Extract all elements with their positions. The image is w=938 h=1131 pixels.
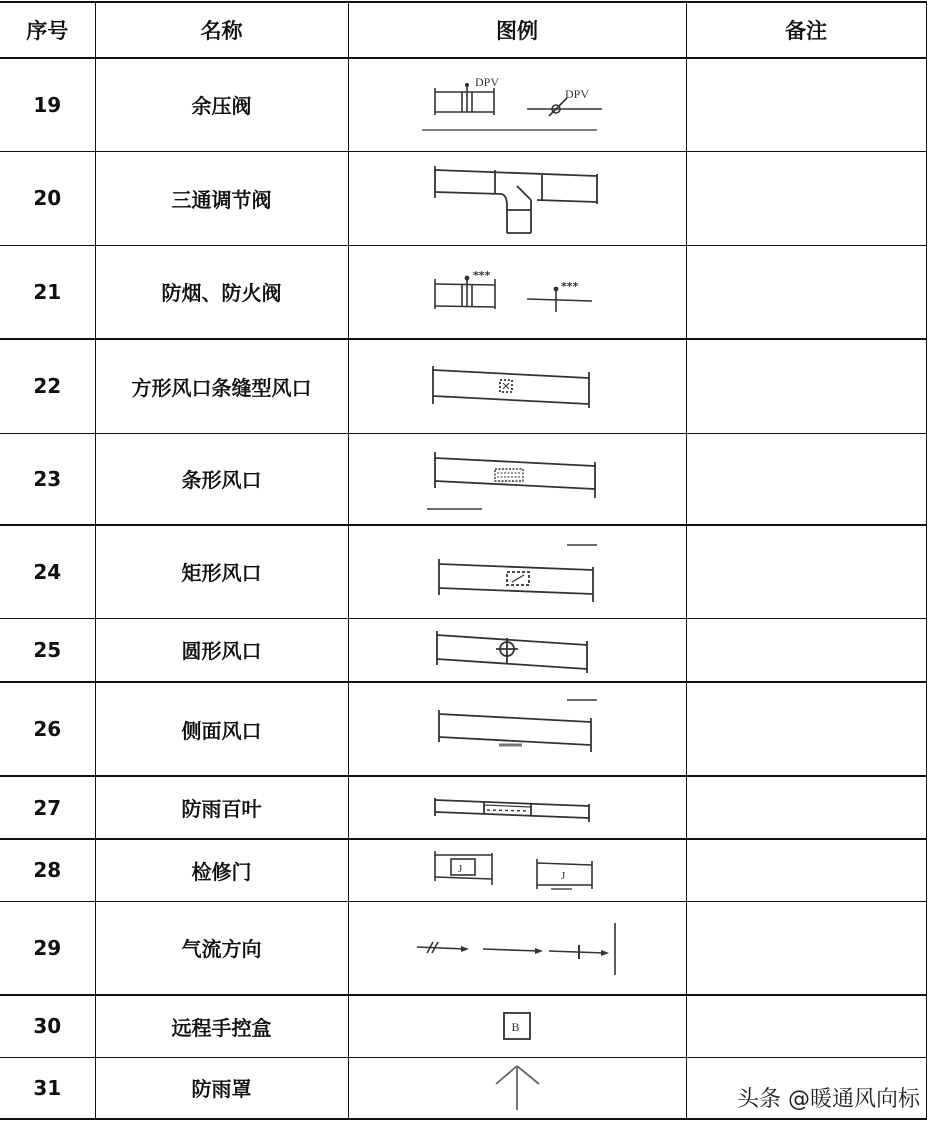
row-number: 28 [0,839,95,901]
rain-cap-arrow-icon [487,1060,547,1116]
row-number: 19 [0,58,95,151]
svg-text:J: J [561,870,566,883]
header-name: 名称 [95,2,348,58]
remote-control-box-icon [497,1006,537,1046]
row-remarks [686,433,926,525]
row-number: 27 [0,776,95,839]
row-remarks [686,901,926,995]
svg-text:DPV: DPV [475,74,500,89]
side-wall-grille-icon [427,694,607,764]
row-remarks [686,682,926,776]
row-symbol [348,151,686,245]
row-symbol [348,776,686,839]
svg-text:DPV: DPV [565,86,590,101]
row-remarks [686,618,926,682]
row-number: 20 [0,151,95,245]
row-remarks [686,151,926,245]
header-row [0,2,926,58]
square-diffuser-icon [427,356,607,416]
row-number: 25 [0,618,95,682]
table-row [0,151,926,245]
row-remarks [686,776,926,839]
row-symbol [348,245,686,339]
row-symbol [348,682,686,776]
row-number: 22 [0,339,95,433]
watermark: 头条 @暖通风向标 [737,1087,920,1112]
row-symbol [348,839,686,901]
svg-text:J: J [458,863,463,876]
row-name: 防烟、防火阀 [95,245,348,339]
row-number: 26 [0,682,95,776]
linear-slot-diffuser-icon [427,444,607,514]
table-row [0,58,926,151]
table-row [0,995,926,1057]
row-name: 侧面风口 [95,682,348,776]
row-symbol [348,525,686,618]
header-number: 序号 [0,2,95,58]
table-row [0,901,926,995]
row-symbol [348,339,686,433]
table-row [0,339,926,433]
row-name: 检修门 [95,839,348,901]
row-symbol [348,433,686,525]
row-number: 31 [0,1057,95,1119]
table-row [0,525,926,618]
row-remarks [686,245,926,339]
table-row [0,618,926,682]
row-symbol [348,901,686,995]
hvac-legend-table [0,1,927,1120]
table-row [0,682,926,776]
row-name: 气流方向 [95,901,348,995]
table-row [0,245,926,339]
row-name: 余压阀 [95,58,348,151]
header-remarks: 备注 [686,2,926,58]
row-symbol [348,58,686,151]
pressure-relief-valve-icon [417,70,617,140]
row-remarks [686,525,926,618]
row-remarks [686,839,926,901]
row-remarks [686,339,926,433]
row-number: 29 [0,901,95,995]
rectangular-diffuser-icon [427,537,607,607]
svg-text:B: B [511,1020,520,1035]
row-name: 矩形风口 [95,525,348,618]
row-symbol [348,995,686,1057]
table-row [0,433,926,525]
row-name: 圆形风口 [95,618,348,682]
row-number: 21 [0,245,95,339]
airflow-direction-icon [407,913,627,983]
svg-text:***: *** [561,279,579,293]
table-row [0,776,926,839]
row-remarks [686,58,926,151]
row-number: 24 [0,525,95,618]
row-number: 30 [0,995,95,1057]
row-name: 防雨罩 [95,1057,348,1119]
access-door-icon [427,845,607,895]
row-name: 远程手控盒 [95,995,348,1057]
round-diffuser-icon [427,623,607,677]
row-name: 三通调节阀 [95,151,348,245]
row-name: 条形风口 [95,433,348,525]
smoke-fire-damper-icon [427,257,607,327]
row-symbol [348,618,686,682]
svg-text:***: *** [473,268,491,282]
three-way-valve-icon [427,158,607,238]
row-name: 防雨百叶 [95,776,348,839]
table-row [0,839,926,901]
row-name: 方形风口条缝型风口 [95,339,348,433]
header-symbol: 图例 [348,2,686,58]
row-remarks [686,995,926,1057]
row-number: 23 [0,433,95,525]
row-symbol [348,1057,686,1119]
rain-louver-icon [427,786,607,830]
